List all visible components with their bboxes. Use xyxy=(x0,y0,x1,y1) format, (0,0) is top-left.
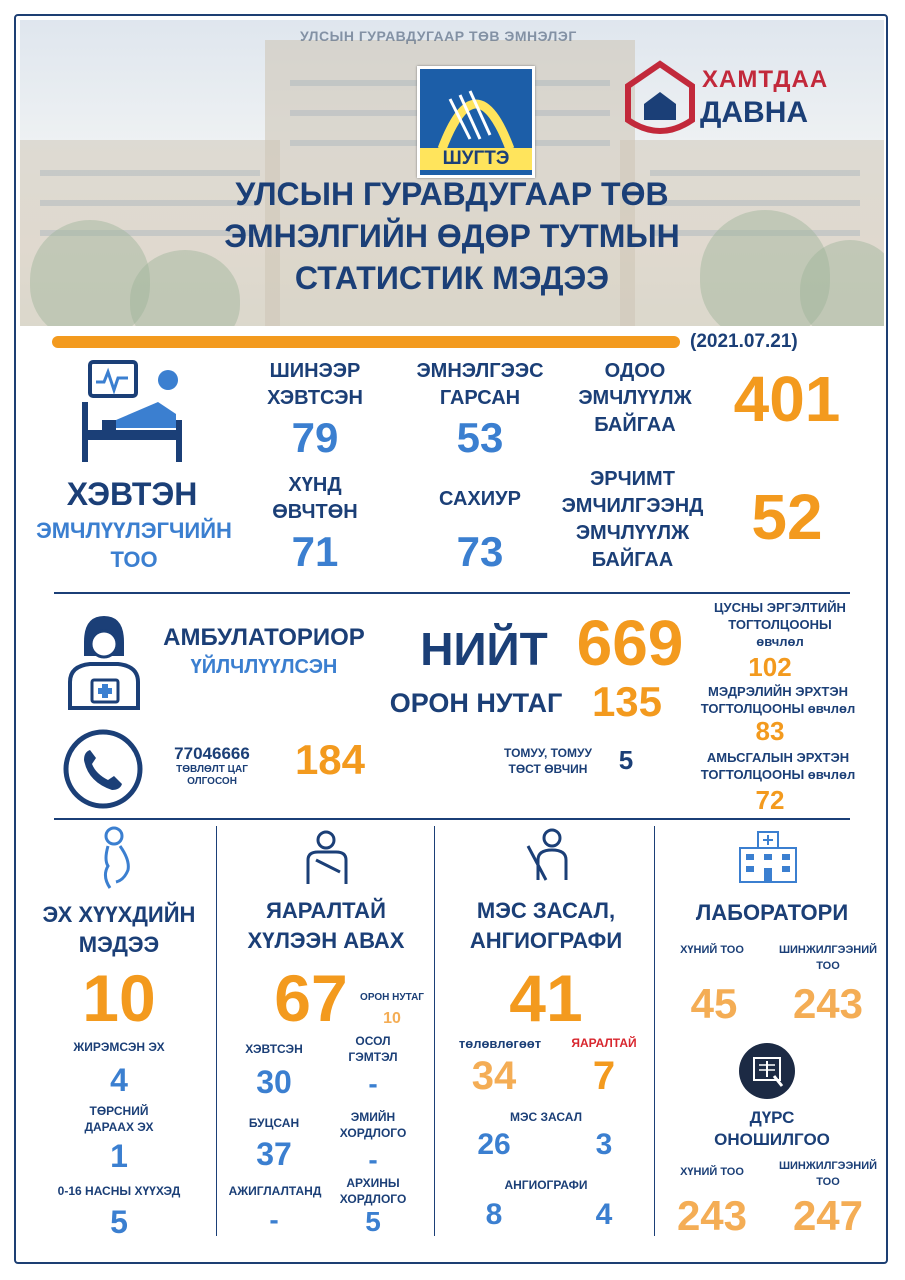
imaging-tests-label-2: ТОО xyxy=(816,1176,840,1188)
emergency-total: 67 xyxy=(274,961,348,1035)
emergency-rural-label: ОРОН НУТАГ xyxy=(360,992,424,1003)
severe-label-1: ХҮНД xyxy=(288,474,342,496)
postpartum-label-1: ТӨРСНИЙ xyxy=(89,1104,149,1118)
new-admitted-value: 79 xyxy=(291,414,339,461)
flu-value: 5 xyxy=(618,745,634,775)
pregnant-label: ЖИРЭМСЭН ЭХ xyxy=(73,1040,165,1054)
drug-label-1: ЭМИЙН xyxy=(350,1110,396,1124)
lab-tests-label-1: ШИНЖИЛГЭЭНИЙ xyxy=(778,944,878,956)
hospital-building-icon xyxy=(736,826,800,884)
inpatient-subtitle-1: ЭМЧЛҮҮЛЭГЧИЙН xyxy=(36,518,232,543)
children-label: 0-16 НАСНЫ ХҮҮХЭД xyxy=(57,1184,181,1198)
report-date: (2021.07.21) xyxy=(690,331,798,352)
surgery-title-2: АНГИОГРАФИ xyxy=(469,928,623,953)
hotline-label-1: ТӨВЛӨЛТ ЦАГ xyxy=(176,764,248,775)
discharged-label-1: ЭМНЭЛГЭЭС xyxy=(416,360,544,382)
returned-label: БУЦСАН xyxy=(248,1116,300,1130)
hospital-bed-icon xyxy=(76,358,188,466)
observation-label: АЖИГЛАЛТАНД xyxy=(228,1184,322,1198)
page-title-line3: СТАТИСТИК МЭДЭЭ xyxy=(294,260,610,296)
logo-text: ШУГТЭ xyxy=(420,148,532,170)
surgery-row-label: МЭС ЗАСАЛ xyxy=(509,1110,583,1124)
observation-value: - xyxy=(269,1204,279,1235)
angio-row-label: АНГИОГРАФИ xyxy=(504,1178,588,1192)
respiratory-value: 72 xyxy=(755,785,785,815)
icu-label-2: ЭМЧИЛГЭЭНД xyxy=(561,495,704,517)
lab-tests-label-2: ТОО xyxy=(816,960,840,972)
section-divider-2 xyxy=(54,818,850,820)
admitted-value: 30 xyxy=(256,1064,292,1100)
alcohol-value: 5 xyxy=(365,1206,381,1237)
surgery-planned-value: 26 xyxy=(477,1128,511,1161)
planned-label: төлөвлөгөөт xyxy=(458,1036,542,1051)
angio-urgent-value: 4 xyxy=(595,1198,613,1231)
new-admitted-label-2: ХЭВТСЭН xyxy=(267,387,363,409)
respiratory-label-2: ТОГТОЛЦООНЫ өвчлөл xyxy=(700,767,856,782)
lab-title: ЛАБОРАТОРИ xyxy=(695,900,849,925)
urgent-value: 7 xyxy=(592,1054,616,1098)
icu-label-1: ЭРЧИМТ xyxy=(590,468,675,490)
circulatory-label-1: ЦУСНЫ ЭРГЭЛТИЙН xyxy=(714,600,846,615)
imaging-people-label: ХҮНИЙ ТОО xyxy=(680,1166,744,1178)
children-value: 5 xyxy=(110,1204,128,1240)
maternal-title-1: ЭХ ХҮҮХДИЙН xyxy=(42,902,196,927)
outpatient-title: АМБУЛАТОРИОР xyxy=(163,624,365,651)
respiratory-label-1: АМЬСГАЛЫН ЭРХТЭН xyxy=(706,750,850,765)
imaging-people-value: 243 xyxy=(676,1192,748,1239)
admitted-label: ХЭВТСЭН xyxy=(245,1042,303,1056)
current-label-3: БАЙГАА xyxy=(594,414,676,436)
emergency-rural-value: 10 xyxy=(383,1010,401,1027)
flu-label-2: ТӨСТ ӨВЧИН xyxy=(508,762,588,776)
drug-value: - xyxy=(368,1144,378,1175)
imaging-tests-value: 247 xyxy=(792,1192,864,1239)
hotline-label-2: ОЛГОСОН xyxy=(187,776,237,787)
section-divider-1 xyxy=(54,592,850,594)
surgeon-icon xyxy=(524,826,576,884)
current-label-1: ОДОО xyxy=(604,360,666,382)
house-shield-icon xyxy=(622,60,698,140)
imaging-title-1: ДҮРС xyxy=(749,1108,795,1127)
phone-icon xyxy=(62,728,144,810)
column-divider-1 xyxy=(216,826,217,1236)
outpatient-total-value: 669 xyxy=(576,607,684,679)
hero-banner xyxy=(20,20,884,326)
orange-divider xyxy=(52,336,680,348)
diabetes-label: САХИУР xyxy=(439,488,521,510)
neuro-value: 83 xyxy=(755,716,785,746)
surgery-urgent-value: 3 xyxy=(595,1128,613,1161)
inpatient-title: ХЭВТЭН xyxy=(66,476,198,512)
injury-label-1: ОСОЛ xyxy=(355,1034,391,1048)
lab-people-label: ХҮНИЙ ТОО xyxy=(680,944,744,956)
icu-value: 52 xyxy=(751,481,823,553)
xray-icon xyxy=(738,1042,796,1100)
outpatient-rural-label: ОРОН НУТАГ xyxy=(389,688,563,718)
surgery-total: 41 xyxy=(509,961,583,1035)
column-divider-3 xyxy=(654,826,655,1236)
flu-label-1: ТОМУУ, ТОМУУ xyxy=(504,746,592,760)
outpatient-rural-value: 135 xyxy=(591,678,663,725)
severe-label-2: ӨВЧТӨН xyxy=(272,501,358,523)
current-value: 401 xyxy=(733,363,841,435)
inpatient-subtitle-2: ТОО xyxy=(110,547,158,572)
outpatient-subtitle: ҮЙЛЧЛҮҮЛСЭН xyxy=(190,656,338,678)
new-admitted-label-1: ШИНЭЭР xyxy=(269,360,361,382)
page-title-line2: ЭМНЭЛГИЙН ӨДӨР ТУТМЫН xyxy=(224,218,680,254)
icu-label-3: ЭМЧЛҮҮЛЖ xyxy=(575,522,690,544)
postpartum-label-2: ДАРААХ ЭХ xyxy=(84,1120,154,1134)
severe-value: 71 xyxy=(291,528,339,575)
maternal-title-2: МЭДЭЭ xyxy=(78,932,160,957)
neuro-label-1: МЭДРЭЛИЙН ЭРХТЭН xyxy=(708,684,848,699)
surgery-title-1: МЭС ЗАСАЛ, xyxy=(476,898,616,923)
lab-people-value: 45 xyxy=(690,980,738,1027)
hotline-number: 77046666 xyxy=(174,744,250,763)
campaign-line2: ДАВНА xyxy=(700,96,809,129)
alcohol-label-1: АРХИНЫ xyxy=(346,1176,400,1190)
maternal-total: 10 xyxy=(82,961,156,1035)
injury-value: - xyxy=(368,1068,378,1099)
alcohol-label-2: ХОРДЛОГО xyxy=(339,1192,407,1206)
campaign-line1: ХАМТДАА xyxy=(702,66,829,93)
building-sign: УЛСЫН ГУРАВДУГААР ТӨВ ЭМНЭЛЭГ xyxy=(300,28,577,44)
hospital-logo xyxy=(417,66,535,178)
column-divider-2 xyxy=(434,826,435,1236)
emergency-title-1: ЯАРАЛТАЙ xyxy=(266,898,386,923)
pregnant-value: 4 xyxy=(110,1062,128,1098)
returned-value: 37 xyxy=(256,1136,292,1172)
emergency-title-2: ХҮЛЭЭН АВАХ xyxy=(247,928,405,953)
angio-planned-value: 8 xyxy=(485,1198,503,1231)
imaging-title-2: ОНОШИЛГОО xyxy=(714,1130,830,1149)
postpartum-value: 1 xyxy=(110,1138,128,1174)
doctor-icon xyxy=(64,612,144,712)
injured-arm-icon xyxy=(302,830,354,886)
page-title-line1: УЛСЫН ГУРАВДУГААР ТӨВ xyxy=(235,176,669,212)
discharged-label-2: ГАРСАН xyxy=(439,387,521,409)
discharged-value: 53 xyxy=(456,414,504,461)
outpatient-total-label: НИЙТ xyxy=(420,623,548,675)
imaging-tests-label-1: ШИНЖИЛГЭЭНИЙ xyxy=(778,1160,878,1172)
circulatory-label-2: ТОГТОЛЦООНЫ xyxy=(728,617,832,632)
neuro-label-2: ТОГТОЛЦООНЫ өвчлөл xyxy=(700,701,856,716)
current-label-2: ЭМЧЛҮҮЛЖ xyxy=(578,387,692,409)
pregnant-woman-icon xyxy=(90,826,140,892)
injury-label-2: ГЭМТЭЛ xyxy=(348,1050,398,1064)
planned-value: 34 xyxy=(471,1054,517,1098)
hotline-value: 184 xyxy=(294,736,366,783)
urgent-label: ЯАРАЛТАЙ xyxy=(571,1036,637,1050)
campaign-logo xyxy=(622,60,844,140)
lab-tests-value: 243 xyxy=(792,980,864,1027)
drug-label-2: ХОРДЛОГО xyxy=(339,1126,407,1140)
icu-label-4: БАЙГАА xyxy=(591,549,674,571)
circulatory-label-3: өвчлөл xyxy=(756,634,804,649)
diabetes-value: 73 xyxy=(456,528,504,575)
circulatory-value: 102 xyxy=(748,652,792,682)
